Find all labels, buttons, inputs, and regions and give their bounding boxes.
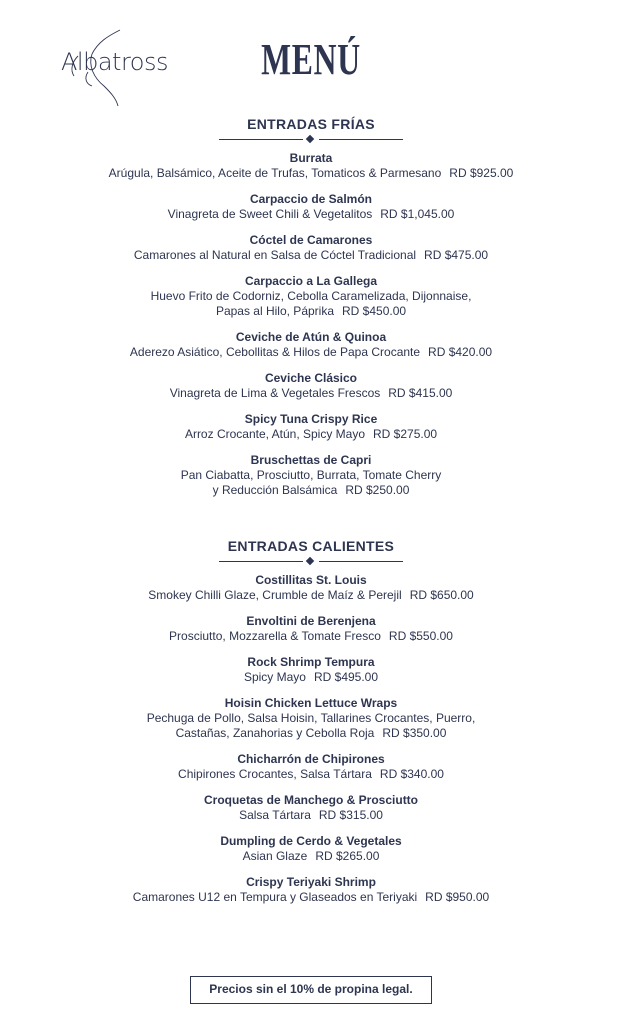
menu-item bbox=[0, 696, 622, 741]
diamond-ornament-icon bbox=[306, 135, 314, 143]
section-entradas-calientes bbox=[0, 537, 622, 905]
menu-item bbox=[0, 573, 622, 603]
item-name: Hoisin Chicken Lettuce Wraps bbox=[224, 696, 398, 710]
item-price: RD $950.00 bbox=[425, 890, 490, 904]
menu-item bbox=[0, 453, 622, 498]
item-description: Pechuga de Pollo, Salsa Hoisin, Tallarines Crocantes, Puerro, bbox=[146, 711, 476, 725]
item-name: Crispy Teriyaki Shrimp bbox=[246, 875, 376, 889]
item-description: Aderezo Asiático, Cebollitas & Hilos de Papa Crocante RD $420.00 bbox=[129, 345, 493, 359]
item-price: RD $350.00 bbox=[382, 726, 447, 740]
item-description: Vinagreta de Sweet Chili & Vegetalitos RD $1,045.00 bbox=[167, 207, 455, 221]
section-heading: ENTRADAS CALIENTES bbox=[227, 538, 395, 554]
item-description: Arúgula, Balsámico, Aceite de Trufas, Tomaticos & Parmesano RD $925.00 bbox=[108, 166, 514, 180]
item-description: Arroz Crocante, Atún, Spicy Mayo RD $275.00 bbox=[184, 427, 438, 441]
item-name: Chicharrón de Chipirones bbox=[237, 752, 385, 766]
item-description: Camarones U12 en Tempura y Glaseados en Teriyaki RD $950.00 bbox=[132, 890, 490, 904]
item-price: RD $265.00 bbox=[315, 849, 380, 863]
item-price: RD $495.00 bbox=[313, 670, 379, 684]
item-description: Chipirones Crocantes, Salsa Tártara RD $340.00 bbox=[178, 767, 444, 781]
menu-item bbox=[0, 752, 622, 782]
item-name: Ceviche Clásico bbox=[264, 371, 358, 385]
menu-item bbox=[0, 151, 622, 181]
item-description: Spicy Mayo RD $495.00 bbox=[243, 670, 379, 684]
item-name: Costillitas St. Louis bbox=[255, 573, 367, 587]
menu-item bbox=[0, 330, 622, 360]
item-name: Envoltini de Berenjena bbox=[246, 614, 376, 628]
item-name: Croquetas de Manchego & Prosciutto bbox=[203, 793, 419, 807]
item-description: Smokey Chilli Glaze, Crumble de Maíz & Perejil RD $650.00 bbox=[148, 588, 474, 602]
menu-item bbox=[0, 793, 622, 823]
item-price: RD $415.00 bbox=[388, 386, 453, 400]
item-price: RD $475.00 bbox=[424, 248, 489, 262]
menu-item bbox=[0, 233, 622, 263]
item-price: RD $250.00 bbox=[345, 483, 410, 497]
section-entradas-frias bbox=[0, 115, 622, 498]
item-description: Castañas, Zanahorias y Cebolla Roja RD $350.00 bbox=[175, 726, 447, 740]
menu-item bbox=[0, 274, 622, 319]
item-name: Burrata bbox=[289, 151, 333, 165]
item-list bbox=[0, 573, 622, 905]
item-price: RD $315.00 bbox=[318, 808, 383, 822]
item-description: Huevo Frito de Codorniz, Cebolla Caramelizada, Dijonnaise, bbox=[150, 289, 472, 303]
menu-item bbox=[0, 614, 622, 644]
menu-item bbox=[0, 412, 622, 442]
logo-wordmark: Albatross bbox=[61, 48, 168, 76]
item-name: Spicy Tuna Crispy Rice bbox=[244, 412, 378, 426]
item-price: RD $550.00 bbox=[388, 629, 453, 643]
item-description: Salsa Tártara RD $315.00 bbox=[239, 808, 383, 822]
item-name: Bruschettas de Capri bbox=[250, 453, 372, 467]
section-divider bbox=[219, 135, 403, 145]
section-divider bbox=[219, 557, 403, 567]
item-name: Cóctel de Camarones bbox=[249, 233, 373, 247]
item-description: Asian Glaze RD $265.00 bbox=[242, 849, 380, 863]
item-name: Carpaccio de Salmón bbox=[249, 192, 373, 206]
item-description: Papas al Hilo, Páprika RD $450.00 bbox=[215, 304, 407, 318]
item-price: RD $450.00 bbox=[342, 304, 407, 318]
item-description: Vinagreta de Lima & Vegetales Frescos RD $415.00 bbox=[169, 386, 453, 400]
tip-notice: Precios sin el 10% de propina legal. bbox=[190, 976, 432, 1004]
item-price: RD $275.00 bbox=[373, 427, 438, 441]
item-description: Pan Ciabatta, Prosciutto, Burrata, Tomate Cherry bbox=[180, 468, 442, 482]
menu-item bbox=[0, 875, 622, 905]
item-name: Ceviche de Atún & Quinoa bbox=[235, 330, 387, 344]
item-price: RD $340.00 bbox=[379, 767, 444, 781]
diamond-ornament-icon bbox=[306, 557, 314, 565]
item-description: y Reducción Balsámica RD $250.00 bbox=[212, 483, 410, 497]
item-name: Carpaccio a La Gallega bbox=[244, 274, 378, 288]
menu-item bbox=[0, 834, 622, 864]
item-name: Rock Shrimp Tempura bbox=[247, 655, 375, 669]
menu-title: MENÚ bbox=[261, 35, 361, 84]
section-heading: ENTRADAS FRÍAS bbox=[247, 116, 375, 132]
item-price: RD $650.00 bbox=[409, 588, 474, 602]
item-description: Prosciutto, Mozzarella & Tomate Fresco RD $550.00 bbox=[169, 629, 453, 643]
item-description: Camarones al Natural en Salsa de Cóctel Tradicional RD $475.00 bbox=[133, 248, 489, 262]
menu-item bbox=[0, 655, 622, 685]
menu-item bbox=[0, 371, 622, 401]
item-price: RD $1,045.00 bbox=[380, 207, 455, 221]
item-name: Dumpling de Cerdo & Vegetales bbox=[220, 834, 402, 848]
item-list bbox=[0, 151, 622, 498]
menu-item bbox=[0, 192, 622, 222]
item-price: RD $420.00 bbox=[428, 345, 493, 359]
item-price: RD $925.00 bbox=[449, 166, 514, 180]
